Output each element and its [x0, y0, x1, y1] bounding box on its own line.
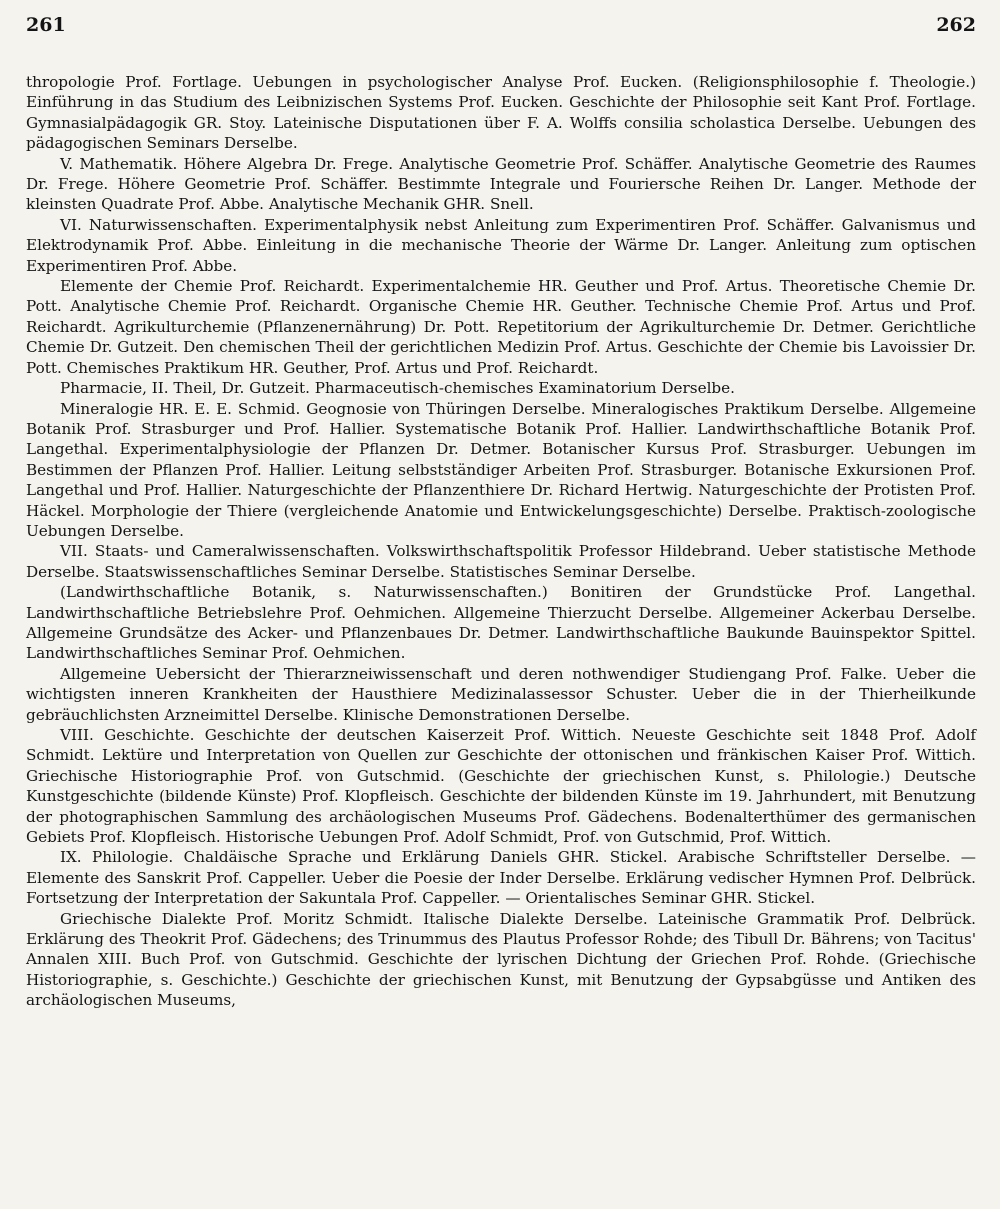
paragraph: VII. Staats- und Cameralwissenschaften. Volkswirthschaftspolitik Professor Hildebrand. Ueber statistische Methode Derselbe. Staatswissenschaftliches Seminar Derselbe. Statistisches Seminar Derselbe.: [26, 542, 976, 581]
page-header: [26, 10, 976, 40]
paragraph: Griechische Dialekte Prof. Moritz Schmidt. Italische Dialekte Derselbe. Lateinische Grammatik Prof. Delbrück. Erklärung des Theokrit Prof. Gädechens; des Trinummus des Plautus Professor Rohde; des Tibull Dr. Bährens; von Tacitus' Annalen XIII. Buch Prof. von Gutschmid. Geschichte der lyrischen Dichtung der Griechen Prof. Rohde. (Griechische Historiographie, s. Geschichte.) Geschichte der griechischen Kunst, mit Benutzung der Gypsabgüsse und Antiken des archäologischen Museums,: [26, 909, 976, 1010]
paragraph: Allgemeine Uebersicht der Thierarzneiwissenschaft und deren nothwendiger Studiengang Prof. Falke. Ueber die wichtigsten inneren Krankheiten der Hausthiere Medizinalassessor Schuster. Ueber die in der Thierheilkunde gebräuchlichsten Arzneimittel Derselbe. Klinische Demonstrationen Derselbe.: [26, 664, 976, 724]
paragraph: thropologie Prof. Fortlage. Uebungen in psychologischer Analyse Prof. Eucken. (Religionsphilosophie f. Theologie.) Einführung in das Studium des Leibnizischen Systems Prof. Eucken. Geschichte der Philosophie seit Kant Prof. Fortlage. Gymnasialpädagogik GR. Stoy. Lateinische Disputationen über F. A. Wolffs consilia scholastica Derselbe. Uebungen des pädagogischen Seminars Derselbe.: [26, 73, 976, 153]
paragraph: IX. Philologie. Chaldäische Sprache und Erklärung Daniels GHR. Stickel. Arabische Schriftsteller Derselbe. — Elemente des Sanskrit Prof. Cappeller. Ueber die Poesie der Inder Derselbe. Erklärung vedischer Hymnen Prof. Delbrück. Fortsetzung der Interpretation der Sakuntala Prof. Cappeller. — Orientalisches Seminar GHR. Stickel.: [26, 848, 976, 908]
paragraph: Pharmacie, II. Theil, Dr. Gutzeit. Pharmaceutisch-chemisches Examinatorium Derselbe.: [60, 379, 735, 398]
page-number-left: 261: [26, 14, 66, 36]
paragraph: VIII. Geschichte. Geschichte der deutschen Kaiserzeit Prof. Wittich. Neueste Geschichte seit 1848 Prof. Adolf Schmidt. Lektüre und Interpretation von Quellen zur Geschichte der ottonischen und fränkischen Kaiser Prof. Wittich. Griechische Historiographie Prof. von Gutschmid. (Geschichte der griechischen Kunst, s. Philologie.) Deutsche Kunstgeschichte (bildende Künste) Prof. Klopfleisch. Geschichte der bildenden Künste im 19. Jahrhundert, mit Benutzung der photographischen Sammlung des archäologischen Museums Prof. Gädechens. Bodenalterthümer des germanischen Gebiets Prof. Klopfleisch. Historische Uebungen Prof. Adolf Schmidt, Prof. von Gutschmid, Prof. Wittich.: [26, 726, 976, 847]
paragraph: (Landwirthschaftliche Botanik, s. Naturwissenschaften.) Bonitiren der Grundstücke Prof. Langethal. Landwirthschaftliche Betriebslehre Prof. Oehmichen. Allgemeine Thierzucht Derselbe. Allgemeiner Ackerbau Derselbe. Allgemeine Grundsätze des Acker- und Pflanzenbaues Dr. Detmer. Landwirthschaftliche Baukunde Bauinspektor Spittel. Landwirthschaftliches Seminar Prof. Oehmichen.: [26, 583, 976, 663]
paragraph: Elemente der Chemie Prof. Reichardt. Experimentalchemie HR. Geuther und Prof. Artus. Theoretische Chemie Dr. Pott. Analytische Chemie Prof. Reichardt. Organische Chemie HR. Geuther. Technische Chemie Prof. Artus und Prof. Reichardt. Agrikulturchemie (Pflanzenernährung) Dr. Pott. Repetitorium der Agrikulturchemie Dr. Detmer. Gerichtliche Chemie Dr. Gutzeit. Den chemischen Theil der gerichtlichen Medizin Prof. Artus. Geschichte der Chemie bis Lavoissier Dr. Pott. Chemisches Praktikum HR. Geuther, Prof. Artus und Prof. Reichardt.: [26, 277, 976, 377]
page-body: [26, 72, 976, 1011]
paragraph: V. Mathematik. Höhere Algebra Dr. Frege. Analytische Geometrie Prof. Schäffer. Analytische Geometrie des Raumes Dr. Frege. Höhere Geometrie Prof. Schäffer. Bestimmte Integrale und Fouriersche Reihen Dr. Langer. Methode der kleinsten Quadrate Prof. Abbe. Analytische Mechanik GHR. Snell.: [26, 154, 976, 214]
page-number-right: 262: [936, 14, 976, 36]
paragraph: Mineralogie HR. E. E. Schmid. Geognosie von Thüringen Derselbe. Mineralogisches Praktikum Derselbe. Allgemeine Botanik Prof. Strasburger und Prof. Hallier. Systematische Botanik Prof. Hallier. Landwirthschaftliche Botanik Prof. Langethal. Experimentalphysiologie der Pflanzen Dr. Detmer. Botanischer Kursus Prof. Strasburger. Uebungen im Bestimmen der Pflanzen Prof. Hallier. Leitung selbstständiger Arbeiten Prof. Strasburger. Botanische Exkursionen Prof. Langethal und Prof. Hallier. Naturgeschichte der Pflanzenthiere Dr. Richard Hertwig. Naturgeschichte der Protisten Prof. Häckel. Morphologie der Thiere (vergleichende Anatomie und Entwickelungsgeschichte) Derselbe. Praktisch-zoologische Uebungen Derselbe.: [26, 399, 976, 540]
paragraph: VI. Naturwissenschaften. Experimentalphysik nebst Anleitung zum Experimentiren Prof. Schäffer. Galvanismus und Elektrodynamik Prof. Abbe. Einleitung in die mechanische Theorie der Wärme Dr. Langer. Anleitung zum optischen Experimentiren Prof. Abbe.: [26, 215, 976, 275]
